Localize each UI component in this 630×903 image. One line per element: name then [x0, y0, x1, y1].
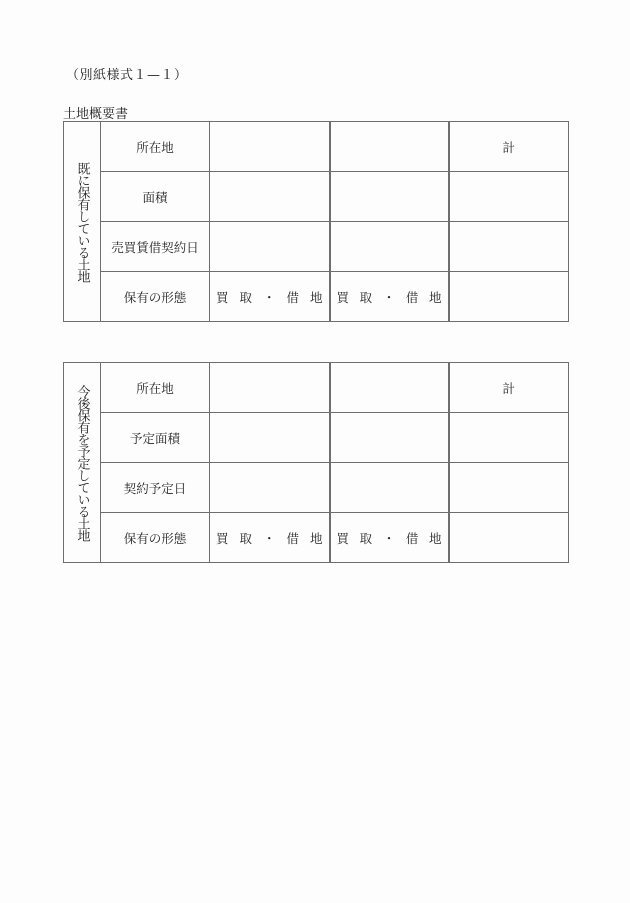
- planned-area-cell-2[interactable]: [330, 413, 449, 463]
- separator-dot: ・: [382, 530, 396, 546]
- area-cell-1[interactable]: [210, 172, 330, 222]
- location-cell-2[interactable]: [330, 363, 449, 413]
- separator-dot: ・: [382, 289, 396, 305]
- planned-contract-date-cell-1[interactable]: [210, 463, 330, 513]
- option-buy-1[interactable]: 買: [216, 289, 229, 305]
- option-buy-1[interactable]: 買: [336, 530, 350, 546]
- location-cell-1[interactable]: [210, 363, 330, 413]
- option-buy-1[interactable]: 買: [216, 530, 229, 546]
- row-label-contract-date: 売買賃借契約日: [101, 222, 210, 272]
- separator-dot: ・: [262, 289, 276, 305]
- planned-area-total-cell[interactable]: [449, 413, 569, 463]
- owned-land-table: [63, 121, 569, 322]
- option-lease-1[interactable]: 借: [286, 530, 299, 546]
- option-lease-2: 地: [309, 289, 323, 305]
- option-buy-2: 取: [239, 289, 252, 305]
- planned-area-cell-1[interactable]: [210, 413, 330, 463]
- planned-land-table: [63, 362, 569, 563]
- option-buy-2: 取: [359, 530, 373, 546]
- row-label-ownership-type: 保有の形態: [101, 272, 210, 322]
- area-total-cell[interactable]: [449, 172, 569, 222]
- total-header: 計: [449, 122, 569, 172]
- ownership-type-cell-2[interactable]: [330, 513, 449, 563]
- planned-contract-date-total-cell[interactable]: [449, 463, 569, 513]
- option-lease-2: 地: [428, 530, 442, 546]
- ownership-type-cell-1[interactable]: [210, 513, 330, 563]
- ownership-type-cell-2[interactable]: [330, 272, 449, 322]
- contract-date-cell-1[interactable]: [210, 222, 330, 272]
- ownership-type-total-cell[interactable]: [449, 272, 569, 322]
- row-label-planned-contract-date: 契約予定日: [101, 463, 210, 513]
- option-buy-2: 取: [239, 530, 252, 546]
- location-cell-1[interactable]: [210, 122, 330, 172]
- option-lease-2: 地: [428, 289, 442, 305]
- section-label-owned: 既に保有している土地: [64, 122, 101, 322]
- row-label-location: 所在地: [101, 122, 210, 172]
- option-lease-1[interactable]: 借: [405, 289, 419, 305]
- contract-date-total-cell[interactable]: [449, 222, 569, 272]
- row-label-ownership-type: 保有の形態: [101, 513, 210, 563]
- planned-contract-date-cell-2[interactable]: [330, 463, 449, 513]
- section-label-planned: 今後保有を予定している土地: [64, 363, 101, 563]
- form-number-caption: （別紙様式１—１）: [66, 68, 188, 83]
- row-label-location: 所在地: [101, 363, 210, 413]
- row-label-area: 面積: [101, 172, 210, 222]
- option-buy-2: 取: [359, 289, 373, 305]
- option-buy-1[interactable]: 買: [336, 289, 350, 305]
- area-cell-2[interactable]: [330, 172, 449, 222]
- location-cell-2[interactable]: [330, 122, 449, 172]
- ownership-type-total-cell[interactable]: [449, 513, 569, 563]
- option-lease-1[interactable]: 借: [286, 289, 299, 305]
- ownership-type-cell-1[interactable]: [210, 272, 330, 322]
- contract-date-cell-2[interactable]: [330, 222, 449, 272]
- option-lease-1[interactable]: 借: [405, 530, 419, 546]
- total-header: 計: [449, 363, 569, 413]
- option-lease-2: 地: [309, 530, 323, 546]
- separator-dot: ・: [262, 530, 276, 546]
- row-label-planned-area: 予定面積: [101, 413, 210, 463]
- document-title: 土地概要書: [63, 107, 129, 122]
